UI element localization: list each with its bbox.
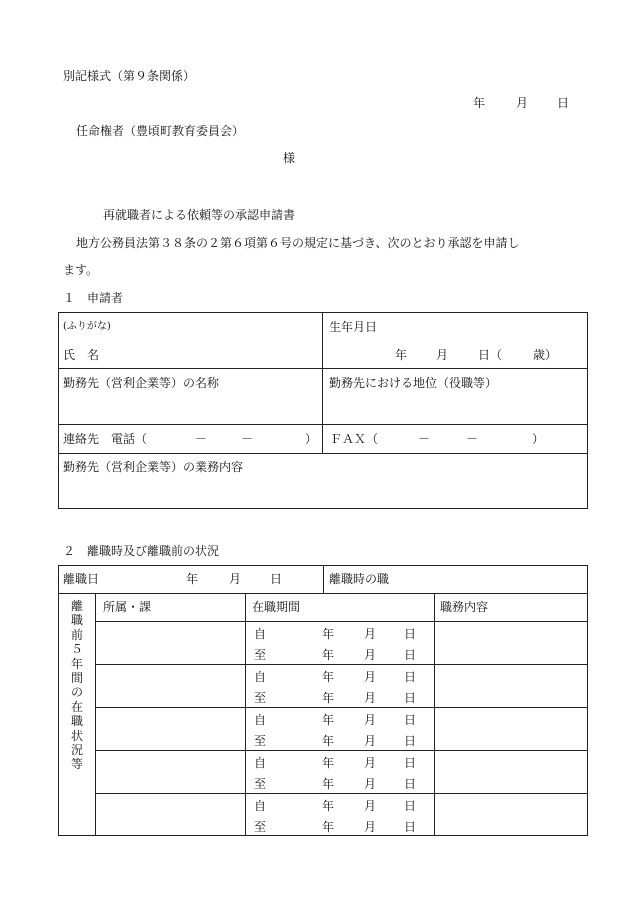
divider <box>95 793 588 794</box>
month-label: 月 <box>364 756 377 770</box>
divider <box>58 593 588 594</box>
month-label: 月 <box>364 648 377 662</box>
applicant-table <box>58 312 588 509</box>
day-label: 日 <box>404 627 417 641</box>
to-label: 至 <box>254 691 267 705</box>
month-label: 月 <box>364 670 377 684</box>
date-day-label: 日 <box>557 96 570 110</box>
appointer-label: 任命権者（豊頃町教育委員会） <box>76 124 245 138</box>
column-header-department: 所属・課 <box>103 600 152 614</box>
birth-year-label: 年 <box>395 348 408 362</box>
to-label: 至 <box>254 648 267 662</box>
day-label: 日 <box>404 820 417 834</box>
month-label: 月 <box>364 777 377 791</box>
divider <box>95 707 588 708</box>
honorific: 様 <box>283 151 296 165</box>
from-label: 自 <box>254 670 267 684</box>
business-content-label: 勤務先（営利企業等）の業務内容 <box>63 460 244 474</box>
fax-label: ＦＡＸ（ <box>330 432 379 446</box>
to-label: 至 <box>254 820 267 834</box>
date-month-label: 月 <box>516 96 529 110</box>
date-year-label: 年 <box>473 96 486 110</box>
to-label: 至 <box>254 777 267 791</box>
day-label: 日 <box>404 756 417 770</box>
fax-dash: － <box>466 432 479 446</box>
fax-dash: － <box>418 432 431 446</box>
divider <box>58 453 588 454</box>
year-label: 年 <box>322 691 335 705</box>
month-label: 月 <box>364 713 377 727</box>
furigana-label: (ふりがな) <box>63 321 111 332</box>
from-label: 自 <box>254 713 267 727</box>
name-label: 氏 名 <box>63 348 100 362</box>
day-label: 日 <box>404 777 417 791</box>
body-text-line1: 地方公務員法第３８条の２第６項第６号の規定に基づき、次のとおり承認を申請し <box>76 236 520 250</box>
from-label: 自 <box>254 627 267 641</box>
day-label: 日 <box>404 799 417 813</box>
phone-dash: － <box>241 432 254 446</box>
day-label: 日 <box>404 713 417 727</box>
day-label: 日 <box>404 691 417 705</box>
divider <box>323 565 324 593</box>
column-header-period: 在職期間 <box>252 600 301 614</box>
from-label: 自 <box>254 799 267 813</box>
to-label: 至 <box>254 734 267 748</box>
divider <box>95 750 588 751</box>
form-number: 別記様式（第９条関係） <box>63 69 196 83</box>
section2-title: ２ 離職時及び離職前の状況 <box>63 544 220 558</box>
document-title: 再就職者による依頼等の承認申請書 <box>103 208 296 222</box>
day-label: 日 <box>404 670 417 684</box>
from-label: 自 <box>254 756 267 770</box>
year-label: 年 <box>322 734 335 748</box>
year-label: 年 <box>322 799 335 813</box>
phone-dash: － <box>195 432 208 446</box>
year-label: 年 <box>322 713 335 727</box>
vertical-label: 離職前５年間の在職状況等 <box>70 599 83 772</box>
year-label: 年 <box>322 627 335 641</box>
month-label: 月 <box>364 799 377 813</box>
employer-position-label: 勤務先における地位（役職等） <box>329 376 498 390</box>
phone-close: ） <box>305 432 318 446</box>
divider <box>434 593 435 836</box>
section1-title: １ 申請者 <box>63 291 124 305</box>
divider <box>95 664 588 665</box>
birth-day-label: 日（ <box>478 348 503 362</box>
birthdate-label: 生年月日 <box>329 320 378 334</box>
divider <box>58 424 588 425</box>
birth-age-label: 歳） <box>533 348 558 362</box>
year-label: 年 <box>322 670 335 684</box>
divider <box>58 368 588 369</box>
year-label: 年 <box>322 777 335 791</box>
retire-year-label: 年 <box>186 572 199 586</box>
month-label: 月 <box>364 734 377 748</box>
year-label: 年 <box>322 756 335 770</box>
divider <box>322 312 323 453</box>
day-label: 日 <box>404 734 417 748</box>
month-label: 月 <box>364 820 377 834</box>
divider <box>95 593 96 836</box>
retirement-post-label: 離職時の職 <box>329 572 390 586</box>
phone-label: 連絡先 電話（ <box>63 432 148 446</box>
retirement-date-label: 離職日 <box>63 572 100 586</box>
year-label: 年 <box>322 820 335 834</box>
body-text-line2: ます。 <box>63 263 99 277</box>
retire-day-label: 日 <box>270 572 283 586</box>
fax-close: ） <box>532 432 545 446</box>
column-header-duties: 職務内容 <box>440 600 489 614</box>
retire-month-label: 月 <box>229 572 242 586</box>
month-label: 月 <box>364 691 377 705</box>
day-label: 日 <box>404 648 417 662</box>
divider <box>245 593 246 836</box>
divider <box>95 621 588 622</box>
year-label: 年 <box>322 648 335 662</box>
month-label: 月 <box>364 627 377 641</box>
birth-month-label: 月 <box>436 348 449 362</box>
employer-name-label: 勤務先（営利企業等）の名称 <box>63 376 220 390</box>
